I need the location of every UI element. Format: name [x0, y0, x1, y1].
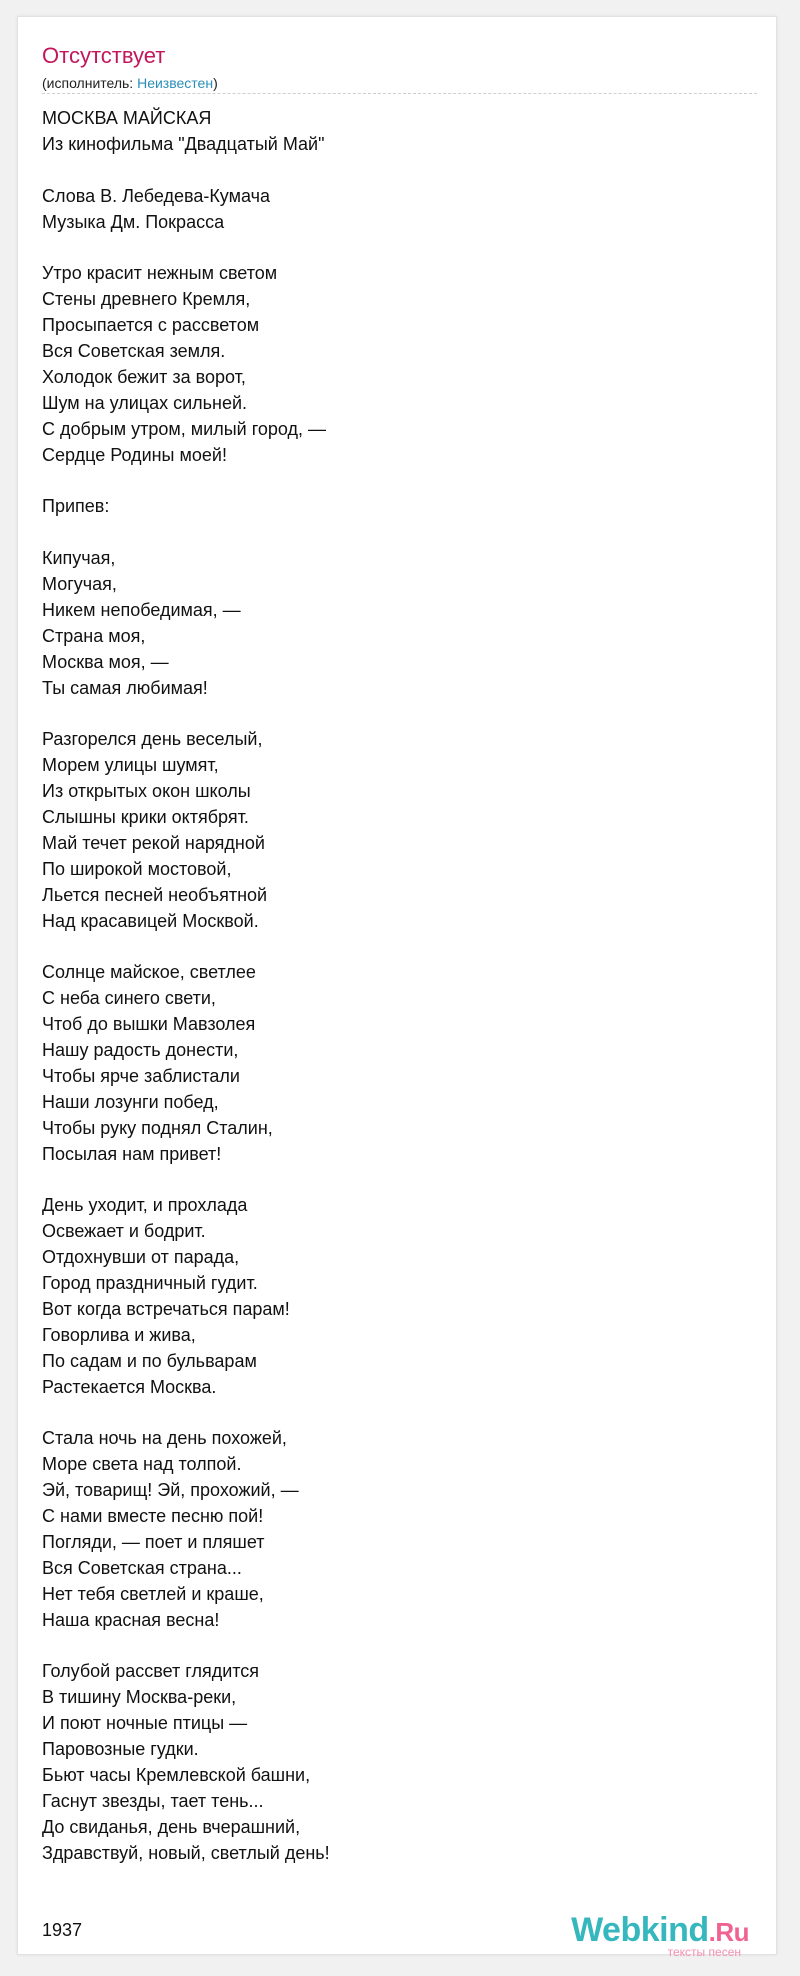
- lyric-line: Ты самая любимая!: [42, 677, 208, 698]
- lyric-line: Чтоб до вышки Мавзолея: [42, 1014, 256, 1035]
- logo-main-text: Webkind: [571, 1911, 709, 1949]
- lyric-line: Над красавицей Москвой.: [42, 910, 259, 931]
- lyric-line: Чтобы руку поднял Сталин,: [42, 1117, 273, 1138]
- lyric-line: Май течет рекой нарядной: [42, 832, 265, 853]
- lyric-line: Вся Советская земля.: [42, 341, 226, 362]
- lyric-line: Слова В. Лебедева-Кумача: [42, 185, 270, 206]
- header-divider: [42, 93, 757, 94]
- artist-link[interactable]: Неизвестен: [137, 75, 214, 91]
- lyric-line: До свиданья, день вчерашний,: [42, 1816, 301, 1837]
- lyric-line: [42, 1168, 742, 1194]
- lyric-line: Говорлива и жива,: [42, 1324, 196, 1345]
- logo-domain-suffix: .Ru: [708, 1917, 749, 1947]
- lyric-line: 1937: [42, 1920, 83, 1941]
- lyric-line: Эй, товарищ! Эй, прохожий, —: [42, 1480, 299, 1501]
- lyric-line: Кипучая,: [42, 548, 116, 569]
- lyric-line: [42, 935, 742, 961]
- lyric-line: [42, 1401, 742, 1427]
- lyric-line: [42, 158, 742, 184]
- lyric-line: Утро красит нежным светом: [42, 263, 278, 284]
- lyric-line: Солнце майское, светлее: [42, 962, 256, 983]
- lyric-line: По садам и по бульварам: [42, 1350, 257, 1371]
- lyric-line: Вся Советская страна...: [42, 1557, 242, 1578]
- lyric-line: Чтобы ярче заблистали: [42, 1065, 240, 1086]
- lyric-line: День уходит, и прохлада: [42, 1195, 248, 1216]
- lyric-line: Из открытых окон школы: [42, 781, 251, 802]
- lyric-line: Нашу радость донести,: [42, 1040, 239, 1061]
- lyric-line: Посылая нам привет!: [42, 1143, 222, 1164]
- lyric-line: [42, 468, 742, 494]
- lyric-line: Город праздничный гудит.: [42, 1273, 258, 1294]
- lyric-line: И поют ночные птицы —: [42, 1713, 248, 1734]
- lyric-line: Сердце Родины моей!: [42, 444, 227, 465]
- lyrics-text: [42, 106, 742, 1944]
- logo-tagline: тексты песен: [667, 1945, 741, 1959]
- lyric-line: С добрым утром, милый город, —: [42, 418, 327, 439]
- lyric-line: Паровозные гудки.: [42, 1739, 199, 1760]
- artist-suffix: ): [213, 75, 218, 91]
- lyric-line: Освежает и бодрит.: [42, 1221, 206, 1242]
- lyric-line: С нами вместе песню пой!: [42, 1506, 264, 1527]
- lyric-line: Бьют часы Кремлевской башни,: [42, 1765, 311, 1785]
- lyric-line: [42, 701, 742, 727]
- lyric-line: С неба синего свети,: [42, 988, 216, 1009]
- song-title: Отсутствует: [42, 43, 166, 68]
- lyric-line: Наши лозунги побед,: [42, 1091, 219, 1112]
- lyric-line: Могучая,: [42, 574, 117, 595]
- lyric-line: Стала ночь на день похожей,: [42, 1428, 287, 1449]
- lyric-line: Стены древнего Кремля,: [42, 289, 251, 310]
- lyric-line: Шум на улицах сильней.: [42, 392, 248, 413]
- lyric-line: Морем улицы шумят,: [42, 755, 219, 776]
- lyric-line: В тишину Москва-реки,: [42, 1687, 237, 1708]
- artist-prefix: (исполнитель:: [42, 75, 138, 91]
- lyric-line: Музыка Дм. Покрасса: [42, 211, 225, 232]
- lyric-line: Погляди, — поет и пляшет: [42, 1531, 265, 1552]
- lyric-line: Гаснут звезды, тает тень...: [42, 1790, 264, 1811]
- lyric-line: Льется песней необъятной: [42, 884, 268, 905]
- lyric-line: [42, 1867, 742, 1893]
- lyric-line: Просыпается с рассветом: [42, 315, 260, 336]
- lyric-line: Из кинофильма "Двадцатый Май": [42, 133, 325, 154]
- lyric-line: [42, 235, 742, 261]
- lyric-line: Слышны крики октябрят.: [42, 807, 249, 828]
- lyric-line: Страна моя,: [42, 625, 146, 646]
- lyric-line: Наша красная весна!: [42, 1609, 220, 1630]
- lyric-line: Отдохнувши от парада,: [42, 1247, 240, 1268]
- lyric-line: Припев:: [42, 496, 110, 517]
- lyric-line: Море света над толпой.: [42, 1454, 242, 1475]
- lyric-line: Вот когда встречаться парам!: [42, 1298, 290, 1319]
- lyric-line: Холодок бежит за ворот,: [42, 366, 246, 387]
- lyric-line: Разгорелся день веселый,: [42, 729, 263, 750]
- lyric-line: [42, 520, 742, 546]
- lyric-line: Нет тебя светлей и краше,: [42, 1583, 264, 1604]
- lyric-line: Москва моя, —: [42, 651, 169, 672]
- artist-line: [42, 74, 218, 92]
- lyric-line: Голубой рассвет глядится: [42, 1661, 260, 1682]
- lyric-line: По широкой мостовой,: [42, 858, 232, 879]
- lyric-line: Здравствуй, новый, светлый день!: [42, 1842, 330, 1863]
- lyric-line: Никем непобедимая, —: [42, 599, 241, 620]
- lyric-line: Растекается Москва.: [42, 1376, 217, 1397]
- lyrics-card: [17, 16, 777, 1959]
- lyric-line: [42, 1634, 742, 1660]
- lyric-line: МОСКВА МАЙСКАЯ: [42, 108, 212, 128]
- site-logo[interactable]: [519, 1912, 749, 1960]
